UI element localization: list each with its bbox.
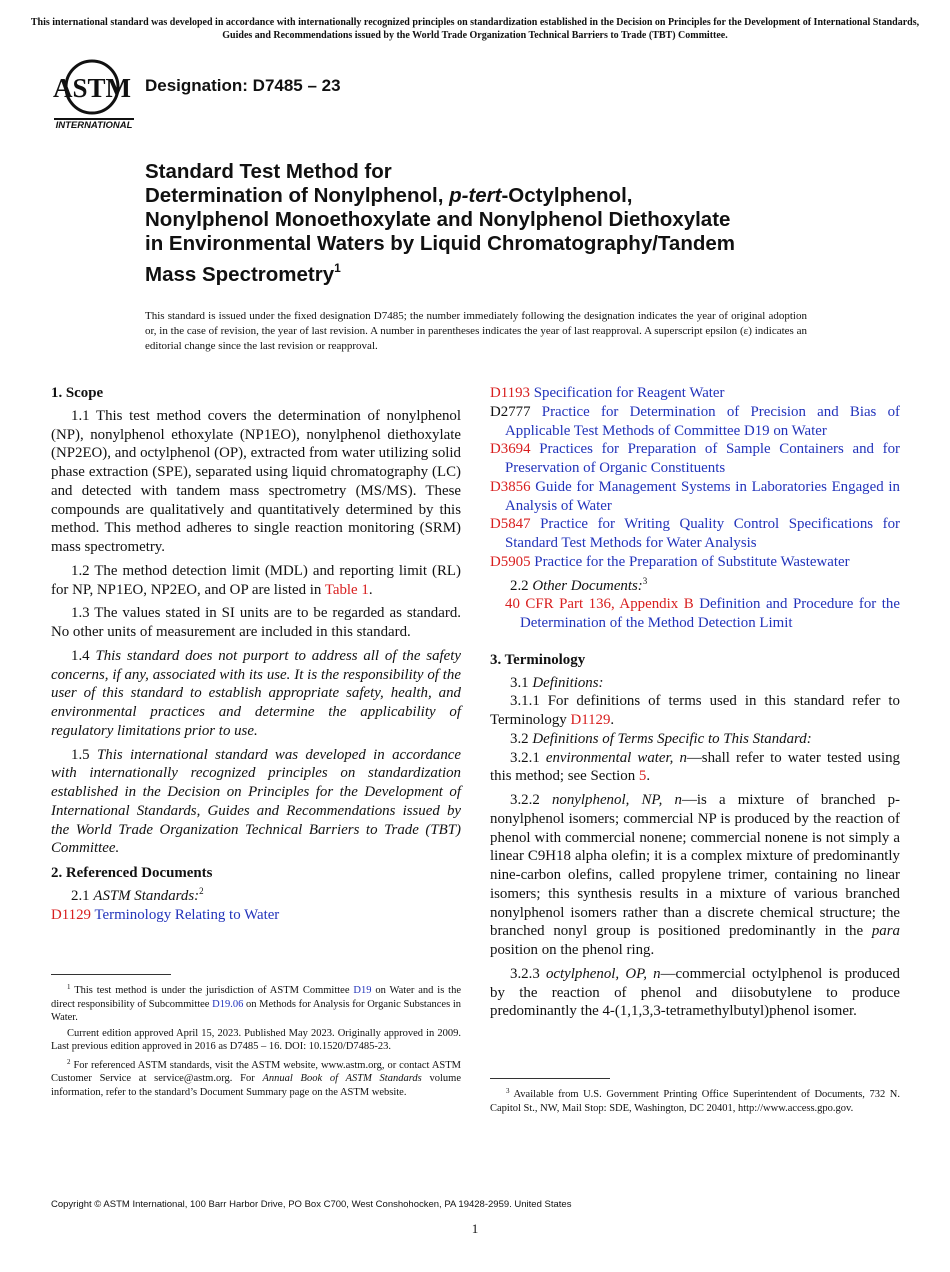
footnote-2: $^2$ For referenced ASTM standards, visit the ASTM website, www.astm.org, or contact ASTM Customer Service at service@astm.org. For Annual Book of ASTM Standards volume information, refer to the standard’s Document Summary page on the ASTM website. [51,1057,462,1098]
document-title [145,160,845,287]
cfr-code[interactable]: 40 CFR Part 136, Appendix B [505,596,694,613]
para-1-3: 1.3 The values stated in SI units are to be regarded as standard. No other units of measurement are included in this standard. [51,605,461,640]
para-2-2: 2.2 Other Documents:$^3$ [510,575,648,594]
ref-code[interactable]: D5905 [490,553,531,570]
table-1-link[interactable]: Table 1 [324,581,369,598]
ref-cfr [505,595,900,633]
para-3-2-2: 3.2.2 nonylphenol, NP, n—is a mixture of branched p-nonylphenol isomers; commercial NP is produced by the reaction of phenol with commercial nonene; commercial nonene is not simply a linear C9H18 alpha olefin; it is a complex mixture of predominantly nine-carbon olefins, called propylene trimer, containing no linear isomers; this synthesis results in a mixture of various branched nonylphenol isomers rather than a discrete chemical structure; the branched nonyl group is positioned predominantly in the para position on the phenol ring. [490,792,900,958]
ref-title[interactable]: Practice for Writing Quality Control Specifications for Standard Test Methods for Water Analysis [505,516,900,551]
ref-title[interactable]: Practice for the Preparation of Substitute Wastewater [534,553,850,570]
footnote-1: $^1$ This test method is under the jurisdiction of ASTM Committee D19 on Water and is the direct responsibility of Subcommittee D19.06 on Methods for Analysis for Organic Substances in Water. [51,983,462,1023]
footnote-rule [51,974,171,975]
logo-subtext: INTERNATIONAL [55,120,133,131]
ref-item [490,478,900,516]
logo-text: ASTM [52,73,132,103]
ref-item [490,553,900,572]
astm-logo [52,57,136,133]
footnote-rule [490,1078,610,1079]
ref-item [490,384,900,403]
designation: Designation: D7485 – 23 [145,76,341,95]
ref-item [490,440,900,478]
ref-d1129-title[interactable]: Terminology Relating to Water [94,906,280,923]
title-line-4: in Environmental Waters by Liquid Chromatography/Tandem [145,232,736,255]
ref-d1129 [51,906,461,925]
ref-code[interactable]: D3856 [490,478,531,495]
title-line-5: Mass Spectrometry$^1$ [145,261,341,286]
page-number: 1 [471,1221,479,1236]
title-line-2: Determination of Nonylphenol, p-tert-Octylphenol, [145,184,633,207]
d19-06-link[interactable]: D19.06 [212,998,244,1010]
ref-code: D2777 [490,403,531,420]
section-1-heading: 1. Scope [51,385,104,401]
section-3-heading: 3. Terminology [490,651,586,668]
para-3-2-3: 3.2.3 octylphenol, OP, n—commercial octylphenol is produced by the reaction of phenol and diisobutylene to produce predominantly the 4-(1,1,3,3-tetramethylbutyl)phenol isomer. [490,965,900,1020]
footnote-3: $^3$ Available from U.S. Government Printing Office Superintendent of Documents, 732 N. Capitol St., NW, Mail Stop: SDE, Washington, DC 20401, http://www.access.gpo.gov. [490,1087,900,1114]
ref-item [490,403,900,441]
title-line-1: Standard Test Method for [145,160,392,183]
ref-item [490,515,900,553]
para-1-2: 1.2 The method detection limit (MDL) and reporting limit (RL) for NP, NP1EO, NP2EO, and OP are listed in Table 1. [51,562,461,598]
right-footnotes [490,1078,900,1117]
ref-title[interactable]: Specification for Reagent Water [533,385,725,401]
title-line-3: Nonylphenol Monoethoxylate and Nonylphenol Diethoxylate [145,208,731,231]
ref-code[interactable]: D3694 [490,441,531,458]
para-3-1: 3.1 Definitions: [510,674,604,691]
d19-link[interactable]: D19 [353,985,372,996]
section-2-heading: 2. Referenced Documents [51,865,213,881]
header-notice: This international standard was developed in accordance with internationally recognized principles on standardization established in the Decision on Principles for the Development of International Standards, Guides and Recommendations issued by the World Trade Organization Technical Barriers to Trade (TBT) Committee. [30,17,920,41]
ref-code[interactable]: D5847 [490,516,531,533]
ref-title[interactable]: Guide for Management Systems in Laboratories Engaged in Analysis of Water [505,478,900,514]
para-3-1-1: 3.1.1 For definitions of terms used in this standard refer to Terminology D1129. [490,693,900,728]
left-footnotes [51,974,461,1101]
left-column [51,384,462,1098]
para-2-1: 2.1 ASTM Standards:$^2$ [71,885,204,904]
para-3-2-1: 3.2.1 environmental water, n—shall refer to water tested using this method; see Section 5. [490,749,901,785]
ref-title[interactable]: Practice for Determination of Precision and Bias of Applicable Test Methods of Committee D19 on Water [505,403,900,439]
ref-d1129-code[interactable]: D1129 [51,906,91,923]
section-5-link[interactable]: 5 [638,768,647,785]
title-footnote-mark: 1 [334,261,341,275]
para-1-1: 1.1 This test method covers the determination of nonylphenol (NP), nonylphenol ethoxylate (NP1EO), nonylphenol diethoxylate (NP2EO), and octylphenol (OP), extracted from water utilizing solid phase extraction (SPE), separated using liquid chromatography (LC) and detected with tandem mass spectrometry (MS/MS). These compounds are qualitatively and quantitatively determined by this method. This method adheres to single reaction monitoring (SRM) mass spectrometry. [51,407,461,555]
issuance-statement: This standard is issued under the fixed designation D7485; the number immediately following the designation indicates the year of original adoption or, in the case of revision, the year of last revision. A number in parentheses indicates the year of last reapproval. A superscript epsilon (ε) indicates an editorial change since the last revision or reapproval. [145,310,807,352]
para-1-5: 1.5 This international standard was developed in accordance with internationally recognized principles on standardization established in the Decision on Principles for the Development of International Standards, Guides and Recommendations issued by the World Trade Organization Technical Barriers to Trade (TBT) Committee. [51,746,461,857]
reference-list [490,384,900,572]
copyright: Copyright © ASTM International, 100 Barr Harbor Drive, PO Box C700, West Conshohocken, PA 19428-2959. United States [51,1199,572,1210]
ref-code[interactable]: D1193 [490,385,530,401]
para-1-4: 1.4 This standard does not purport to address all of the safety concerns, if any, associated with its use. It is the responsibility of the user of this standard to establish appropriate safety, health, and environmental practices and determine the applicability of regulatory limitations prior to use. [51,647,462,739]
right-column [490,384,901,1114]
ref-title[interactable]: Practices for Preparation of Sample Containers and for Preservation of Organic Constituents [505,441,900,476]
d1129-link[interactable]: D1129 [570,712,611,728]
cfr-title[interactable]: Definition and Procedure for the Determination of the Method Detection Limit [520,596,900,631]
para-3-2: 3.2 Definitions of Terms Specific to This Standard: [510,730,812,747]
footnote-1-edition: Current edition approved April 15, 2023. Published May 2023. Originally approved in 2009. Last previous edition approved in 2016 as D7485 – 16. DOI: 10.1520/D7485-23. [51,1027,461,1052]
